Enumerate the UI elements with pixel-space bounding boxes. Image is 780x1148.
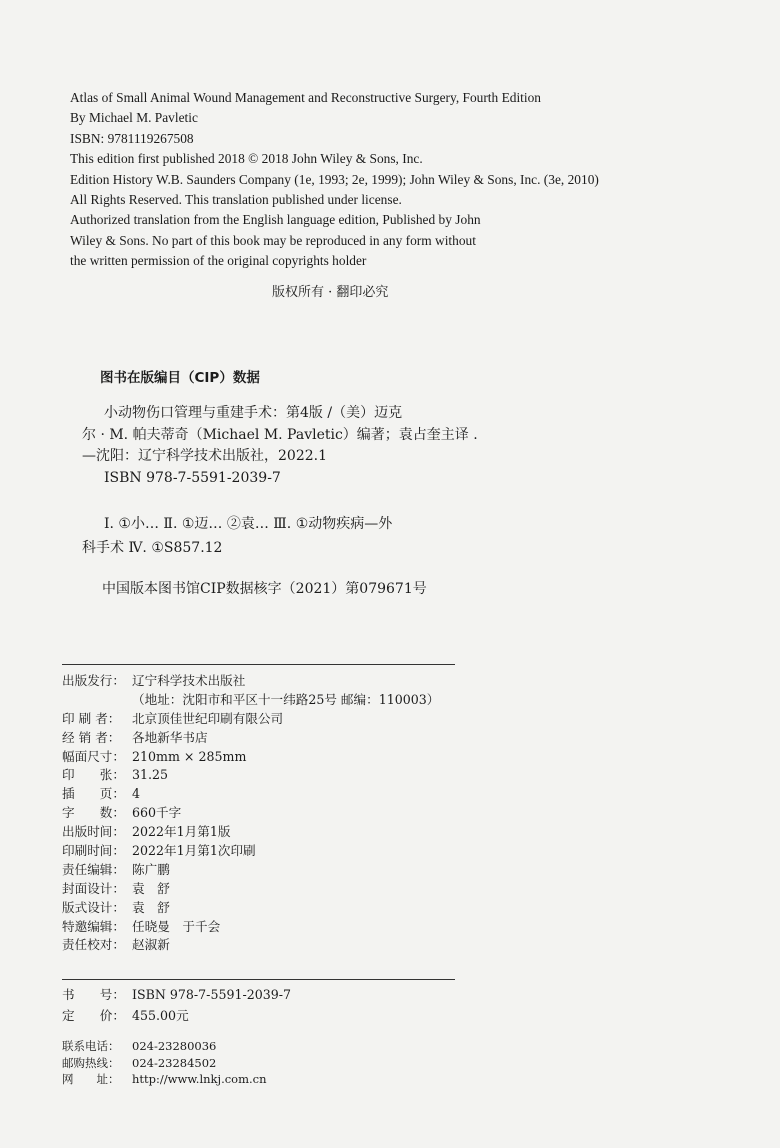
- detail-value: 赵淑新: [132, 937, 170, 953]
- detail-label: 责任校对：: [62, 937, 125, 953]
- detail-value: 024-23280036: [132, 1039, 217, 1053]
- detail-label: 印 刷 者：: [62, 710, 121, 726]
- detail-label: 出版时间：: [62, 824, 125, 840]
- detail-row: [62, 766, 439, 785]
- detail-label: 经 销 者：: [62, 729, 121, 745]
- detail-label: 定 价：: [62, 1008, 125, 1023]
- detail-value: 2022年1月第1版: [132, 824, 231, 840]
- detail-label: 字 数：: [62, 805, 125, 821]
- detail-label: 幅面尺寸：: [62, 748, 125, 764]
- cip-heading: 图书在版编目（CIP）数据: [100, 370, 260, 386]
- detail-value: 北京顶佳世纪印刷有限公司: [132, 710, 284, 726]
- detail-value: 2022年1月第1次印刷: [132, 843, 256, 859]
- detail-row-publisher: [62, 672, 439, 691]
- english-title-line: Atlas of Small Animal Wound Management and Reconstructive Surgery, Fourth Edition: [70, 90, 541, 105]
- detail-row: [62, 785, 439, 804]
- cip-record: [82, 403, 482, 489]
- english-first-published-line: This edition first published 2018 © 2018 John Wiley & Sons, Inc.: [70, 151, 423, 167]
- detail-label: 特邀编辑：: [62, 918, 125, 934]
- detail-row: [62, 823, 439, 842]
- bleed-through-shadow: [430, 300, 451, 370]
- detail-row: [62, 936, 439, 955]
- english-isbn-line: ISBN: 9781119267508: [70, 130, 194, 146]
- english-author-line: By Michael M. Pavletic: [70, 110, 198, 126]
- cip-line: 尔 · M. 帕夫蒂奇（Michael M. Pavletic）编著；袁占奎主译 .: [82, 426, 478, 443]
- cip-line: —沈阳：辽宁科学技术出版社，2022.1: [82, 448, 327, 464]
- detail-row: [62, 899, 439, 918]
- cip-line: 小动物伤口管理与重建手术：第4版 /（美）迈克: [104, 405, 403, 421]
- detail-value: 陈广鹏: [132, 861, 170, 877]
- detail-value: ISBN 978-7-5591-2039-7: [132, 987, 292, 1002]
- cip-isbn-line: ISBN 978-7-5591-2039-7: [104, 469, 281, 486]
- detail-row: [62, 729, 439, 748]
- detail-row: [62, 861, 439, 880]
- detail-label: 印刷时间：: [62, 843, 125, 859]
- detail-value: 任晓曼 于千会: [132, 918, 221, 934]
- isbn-price-block: [62, 984, 291, 1026]
- classification-line: Ⅰ. ①小… Ⅱ. ①迈… ②袁… Ⅲ. ①动物疾病—外: [104, 516, 393, 532]
- detail-value: 660千字: [132, 805, 182, 821]
- website-row: [62, 1071, 267, 1088]
- website-link[interactable]: http://www.lnkj.com.cn: [132, 1072, 267, 1086]
- detail-value: 455.00元: [132, 1008, 189, 1023]
- detail-label: 责任编辑：: [62, 861, 125, 877]
- rights-reserved-cn: 版权所有 · 翻印必究: [272, 285, 389, 300]
- phone-row: [62, 1038, 267, 1055]
- divider-bottom: [62, 979, 455, 980]
- detail-value: 袁 舒: [132, 899, 170, 915]
- english-rights-line: All Rights Reserved. This translation published under license.: [70, 191, 402, 207]
- detail-label: 联系电话：: [62, 1039, 120, 1053]
- detail-label: 网 址：: [62, 1072, 120, 1086]
- publisher-address: （地址：沈阳市和平区十一纬路25号 邮编：110003）: [132, 691, 440, 707]
- detail-label: 封面设计：: [62, 880, 125, 896]
- detail-row: [62, 842, 439, 861]
- publication-details: [62, 672, 439, 955]
- classification-line: 科手术 Ⅳ. ①S857.12: [82, 540, 223, 556]
- divider-top: [62, 664, 455, 665]
- english-authorized-line-3: the written permission of the original copyrights holder: [70, 253, 367, 269]
- detail-label: 印 张：: [62, 767, 125, 783]
- price-row: [62, 1005, 291, 1026]
- detail-row: [62, 748, 439, 767]
- detail-value: 辽宁科学技术出版社: [132, 673, 246, 688]
- detail-label: 书 号：: [62, 987, 125, 1002]
- english-authorized-line-1: Authorized translation from the English language edition, Published by John: [70, 212, 481, 228]
- detail-label: 邮购热线：: [62, 1055, 120, 1070]
- detail-value: 024-23284502: [132, 1055, 217, 1070]
- detail-row: [62, 918, 439, 937]
- cip-number: 中国版本图书馆CIP数据核字（2021）第079671号: [102, 581, 427, 597]
- detail-value: 210mm × 285mm: [132, 748, 247, 764]
- detail-value: 4: [132, 786, 141, 802]
- detail-label: 插 页：: [62, 786, 125, 802]
- detail-value: 袁 舒: [132, 880, 170, 896]
- mail-order-row: [62, 1055, 267, 1072]
- detail-row: [62, 710, 439, 729]
- classification-block: [82, 512, 392, 560]
- english-edition-history-line: Edition History W.B. Saunders Company (1e, 1993; 2e, 1999); John Wiley & Sons, Inc. (3e, 2010): [70, 171, 599, 187]
- detail-row: [62, 804, 439, 823]
- english-copyright-block: [70, 88, 599, 272]
- detail-value: 31.25: [132, 767, 169, 783]
- detail-label: 版式设计：: [62, 899, 125, 915]
- detail-row: [62, 880, 439, 899]
- isbn-row: [62, 984, 291, 1005]
- detail-label: 出版发行：: [62, 673, 125, 688]
- english-authorized-line-2: Wiley & Sons. No part of this book may be reproduced in any form without: [70, 232, 476, 248]
- detail-value: 各地新华书店: [132, 729, 208, 745]
- contact-block: [62, 1038, 267, 1088]
